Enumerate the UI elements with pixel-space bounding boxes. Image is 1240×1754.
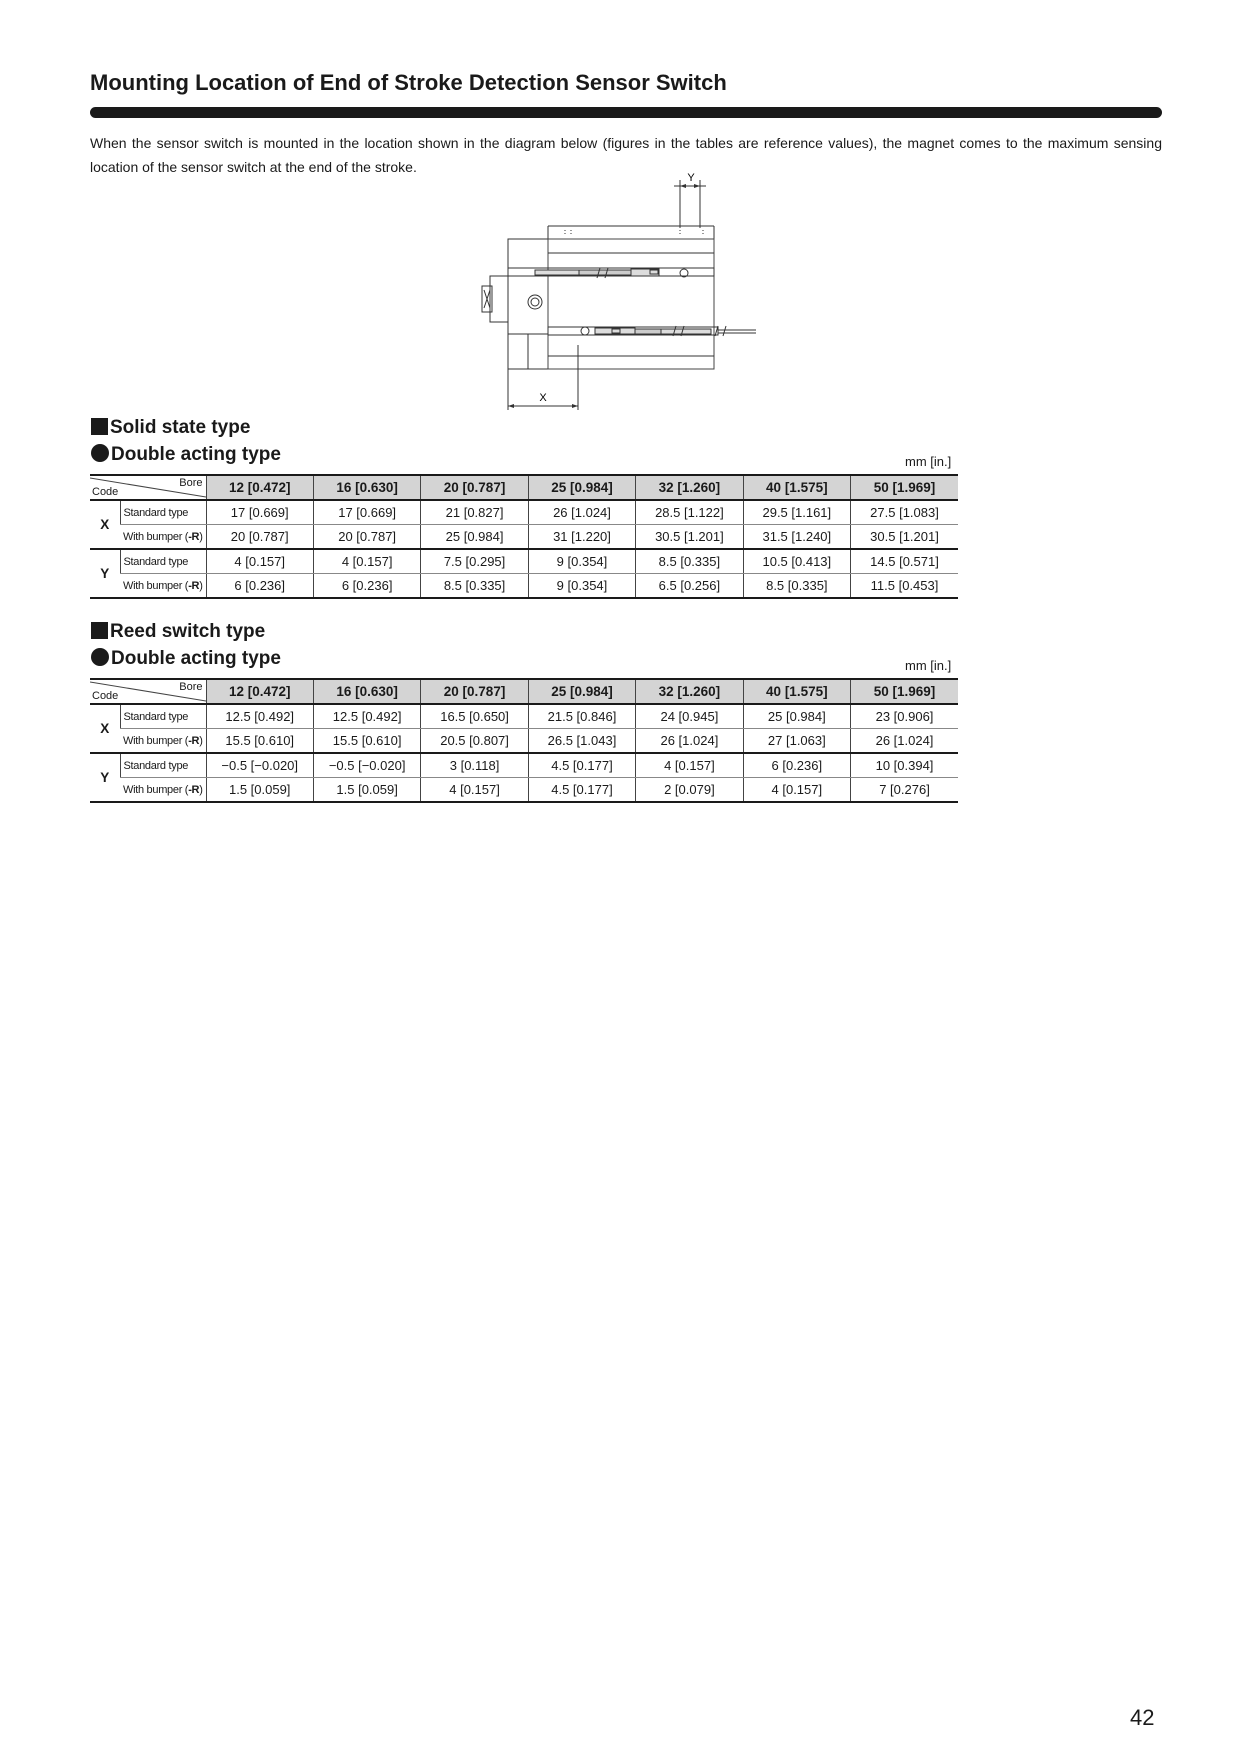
value-cell: 6.5 [0.256] (636, 574, 743, 599)
bore-header: 16 [0.630] (313, 475, 420, 500)
value-cell: 30.5 [1.201] (851, 525, 958, 550)
value-cell: 1.5 [0.059] (206, 778, 313, 803)
value-cell: 12.5 [0.492] (206, 704, 313, 729)
value-cell: 26 [1.024] (851, 729, 958, 754)
type-cell: With bumper (-R) (120, 729, 206, 754)
value-cell: 10.5 [0.413] (743, 549, 850, 574)
value-cell: 4 [0.157] (743, 778, 850, 803)
value-cell: 3 [0.118] (421, 753, 528, 778)
value-cell: 16.5 [0.650] (421, 704, 528, 729)
sensor-mounting-diagram (455, 168, 775, 418)
value-cell: 31 [1.220] (528, 525, 635, 550)
bore-header: 32 [1.260] (636, 679, 743, 704)
value-cell: 9 [0.354] (528, 549, 635, 574)
circle-bullet-icon (91, 648, 109, 666)
value-cell: 4 [0.157] (206, 549, 313, 574)
value-cell: 31.5 [1.240] (743, 525, 850, 550)
square-bullet-icon (91, 418, 108, 435)
bore-header: 50 [1.969] (851, 679, 958, 704)
table-header-row (90, 475, 958, 500)
code-cell: Y (90, 549, 120, 598)
value-cell: 6 [0.236] (743, 753, 850, 778)
value-cell: 10 [0.394] (851, 753, 958, 778)
page-title: Mounting Location of End of Stroke Detection Sensor Switch (90, 70, 727, 95)
value-cell: 21 [0.827] (421, 500, 528, 525)
value-cell: 12.5 [0.492] (313, 704, 420, 729)
bore-header: 20 [0.787] (421, 679, 528, 704)
table-row (90, 704, 958, 729)
solid-state-table (90, 474, 958, 599)
value-cell: 4 [0.157] (313, 549, 420, 574)
value-cell: 6 [0.236] (206, 574, 313, 599)
solid-state-heading: Solid state type (91, 417, 250, 439)
square-bullet-icon (91, 622, 108, 639)
diagram-label-x: X (539, 392, 547, 404)
bore-header: 50 [1.969] (851, 475, 958, 500)
value-cell: 26.5 [1.043] (528, 729, 635, 754)
value-cell: 8.5 [0.335] (636, 549, 743, 574)
code-cell: X (90, 704, 120, 753)
value-cell: 4 [0.157] (421, 778, 528, 803)
type-cell: With bumper (-R) (120, 778, 206, 803)
page-number: 42 (1130, 1705, 1155, 1730)
bore-header: 12 [0.472] (206, 679, 313, 704)
value-cell: 26 [1.024] (636, 729, 743, 754)
reed-switch-subheading: Double acting type (91, 648, 281, 670)
bore-header: 25 [0.984] (528, 475, 635, 500)
title-underline-bar (90, 107, 1162, 118)
value-cell: 4 [0.157] (636, 753, 743, 778)
reed-switch-table (90, 678, 958, 803)
value-cell: 8.5 [0.335] (421, 574, 528, 599)
type-cell: With bumper (-R) (120, 525, 206, 550)
value-cell: 27.5 [1.083] (851, 500, 958, 525)
value-cell: 1.5 [0.059] (313, 778, 420, 803)
unit-label: mm [in.] (905, 658, 952, 673)
solid-state-subheading: Double acting type (91, 444, 281, 466)
value-cell: 29.5 [1.161] (743, 500, 850, 525)
code-cell: X (90, 500, 120, 549)
value-cell: 17 [0.669] (206, 500, 313, 525)
value-cell: 11.5 [0.453] (851, 574, 958, 599)
value-cell: 9 [0.354] (528, 574, 635, 599)
value-cell: 23 [0.906] (851, 704, 958, 729)
circle-bullet-icon (91, 444, 109, 462)
table-header-row (90, 679, 958, 704)
unit-label: mm [in.] (905, 454, 952, 469)
table-row (90, 574, 958, 599)
table-row (90, 525, 958, 550)
value-cell: 21.5 [0.846] (528, 704, 635, 729)
table-row (90, 549, 958, 574)
bore-header: 40 [1.575] (743, 679, 850, 704)
value-cell: 20 [0.787] (206, 525, 313, 550)
table-row (90, 753, 958, 778)
value-cell: 15.5 [0.610] (313, 729, 420, 754)
type-cell: Standard type (120, 549, 206, 574)
value-cell: 2 [0.079] (636, 778, 743, 803)
value-cell: 24 [0.945] (636, 704, 743, 729)
value-cell: 7 [0.276] (851, 778, 958, 803)
bore-header: 32 [1.260] (636, 475, 743, 500)
value-cell: 15.5 [0.610] (206, 729, 313, 754)
value-cell: 20.5 [0.807] (421, 729, 528, 754)
table-row (90, 778, 958, 803)
bore-header: 12 [0.472] (206, 475, 313, 500)
bore-header: 20 [0.787] (421, 475, 528, 500)
corner-cell: Bore Code (90, 475, 206, 500)
value-cell: 20 [0.787] (313, 525, 420, 550)
table-row (90, 729, 958, 754)
value-cell: 27 [1.063] (743, 729, 850, 754)
value-cell: 26 [1.024] (528, 500, 635, 525)
value-cell: 8.5 [0.335] (743, 574, 850, 599)
value-cell: 25 [0.984] (743, 704, 850, 729)
type-cell: Standard type (120, 704, 206, 729)
type-cell: Standard type (120, 500, 206, 525)
value-cell: 7.5 [0.295] (421, 549, 528, 574)
type-cell: With bumper (-R) (120, 574, 206, 599)
corner-cell: Bore Code (90, 679, 206, 704)
table-row (90, 500, 958, 525)
diagram-label-y: Y (687, 172, 695, 184)
value-cell: 6 [0.236] (313, 574, 420, 599)
type-cell: Standard type (120, 753, 206, 778)
intro-paragraph: When the sensor switch is mounted in the location shown in the diagram below (figures in the tables are reference values), the magnet comes to the maximum sensing location of the sensor switch at the end of the stroke. (90, 135, 1162, 175)
value-cell: 28.5 [1.122] (636, 500, 743, 525)
value-cell: 17 [0.669] (313, 500, 420, 525)
value-cell: 4.5 [0.177] (528, 778, 635, 803)
reed-switch-heading: Reed switch type (91, 621, 265, 643)
bore-header: 40 [1.575] (743, 475, 850, 500)
value-cell: 25 [0.984] (421, 525, 528, 550)
value-cell: 30.5 [1.201] (636, 525, 743, 550)
value-cell: 4.5 [0.177] (528, 753, 635, 778)
value-cell: −0.5 [−0.020] (313, 753, 420, 778)
value-cell: 14.5 [0.571] (851, 549, 958, 574)
value-cell: −0.5 [−0.020] (206, 753, 313, 778)
code-cell: Y (90, 753, 120, 802)
bore-header: 16 [0.630] (313, 679, 420, 704)
bore-header: 25 [0.984] (528, 679, 635, 704)
